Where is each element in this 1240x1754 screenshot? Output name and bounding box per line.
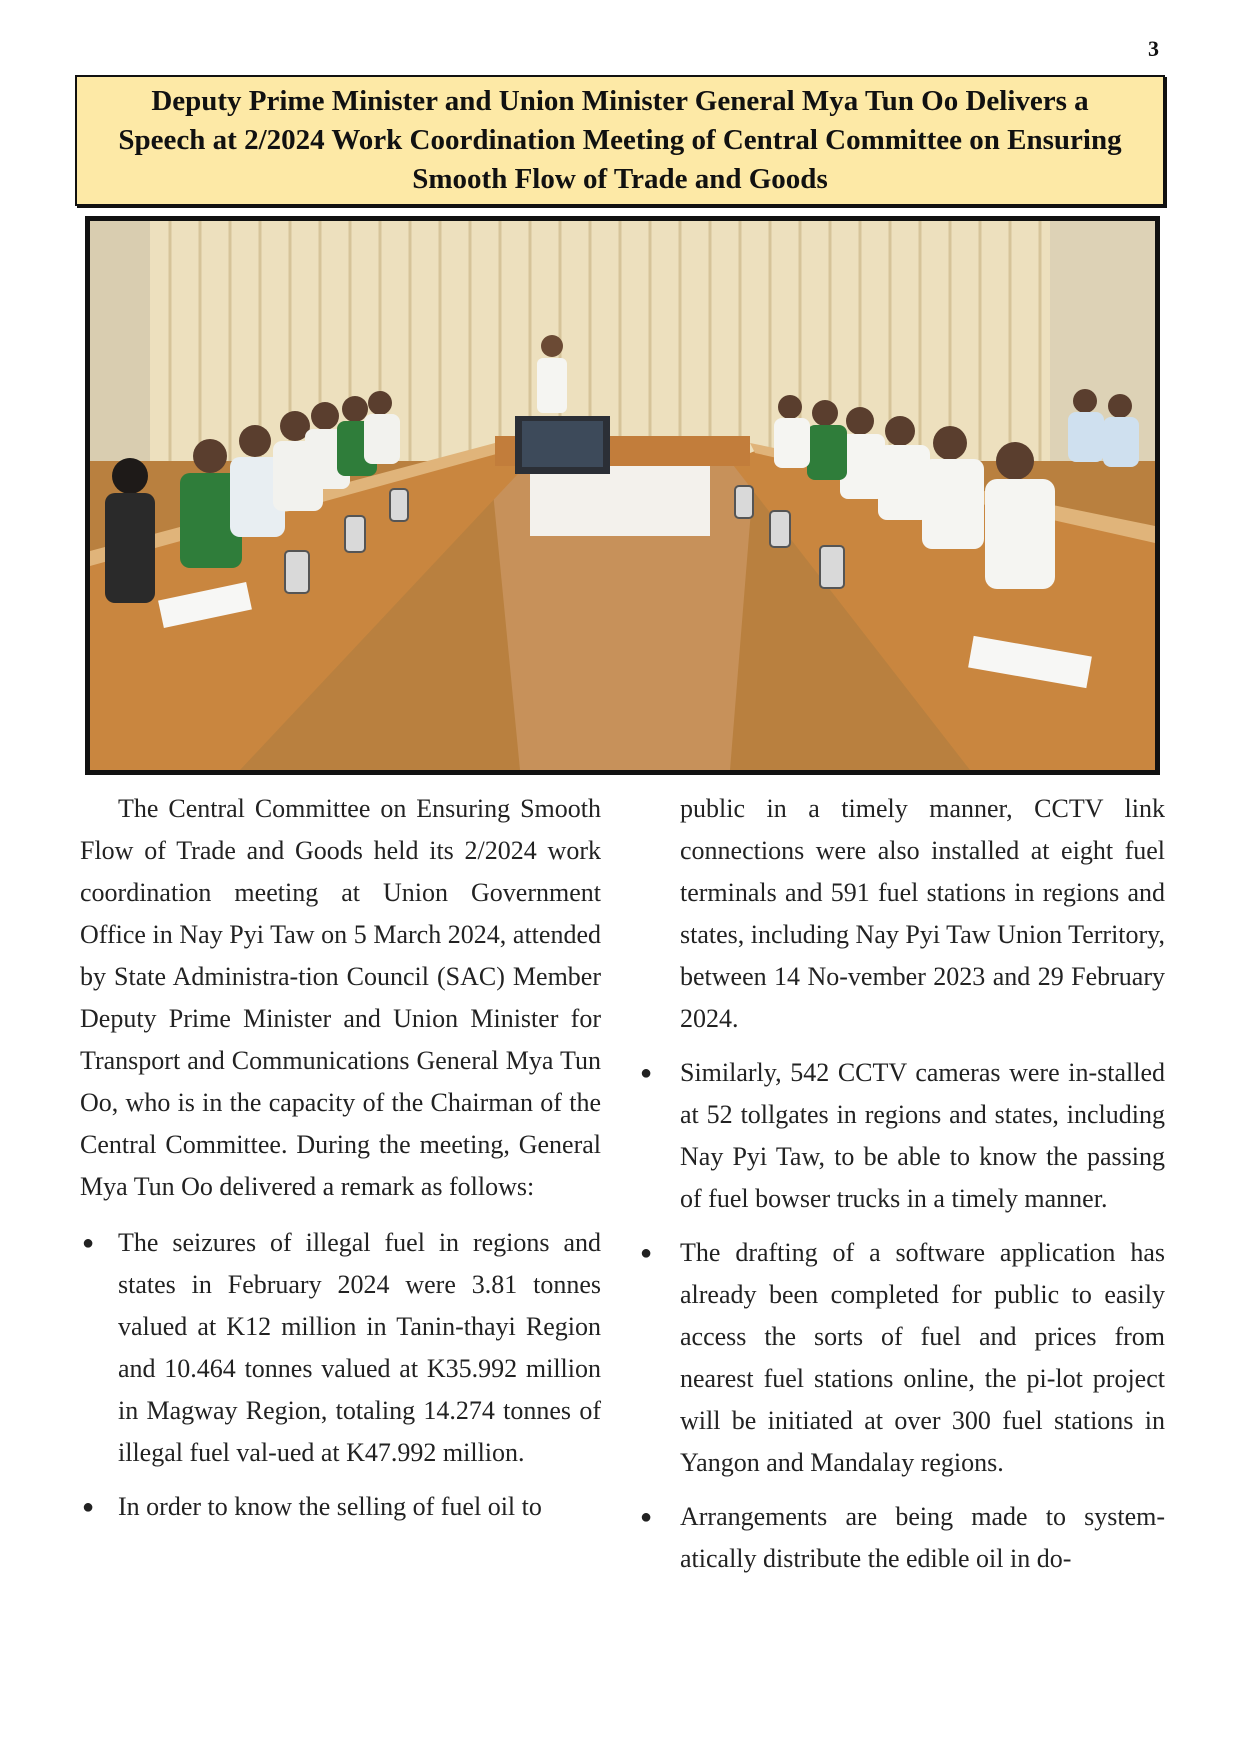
- bullet-icon: ●: [640, 1242, 653, 1264]
- list-item: [80, 1222, 601, 1474]
- bullet-icon: ●: [82, 1496, 95, 1518]
- list-item: [640, 1232, 1165, 1484]
- right-column: [640, 788, 1165, 1592]
- bullet-continuation: public in a timely manner, CCTV link connections were also installed at eight fuel terminals and 591 fuel stations in regions and states, including Nay Pyi Taw Union Territory, between 14 No-vember 2023 and 29 February 2024.: [680, 794, 1165, 1033]
- bullet-icon: ●: [82, 1232, 95, 1254]
- meeting-photo-illustration: [90, 221, 1155, 770]
- bullet-text: The seizures of illegal fuel in regions and states in February 2024 were 3.81 tonnes valued at K12 million in Tanin-thayi Region and 10.464 tonnes valued at K35.992 million in Magway Region, totaling 14.274 tonnes of illegal fuel val-ued at K47.992 million.: [118, 1228, 601, 1467]
- bullet-text: The drafting of a software application has already been completed for public to easily access the sorts of fuel and prices from nearest fuel stations online, the pi-lot project will be initiated at over 300 fuel stations in Yangon and Mandalay regions.: [680, 1238, 1165, 1477]
- list-item: [640, 1052, 1165, 1220]
- bullet-text: Arrangements are being made to system-atically distribute the edible oil in do-: [680, 1502, 1165, 1573]
- article-intro: The Central Committee on Ensuring Smooth Flow of Trade and Goods held its 2/2024 work coordination meeting at Union Government Office in Nay Pyi Taw on 5 March 2024, attended by State Administra-tion Council (SAC) Member Deputy Prime Minister and Union Minister for Transport and Communications General Mya Tun Oo, who is in the capacity of the Chairman of the Central Committee. During the meeting, General Mya Tun Oo delivered a remark as follows:: [80, 794, 601, 1201]
- meeting-photo: [85, 216, 1160, 775]
- bullet-list-left: [80, 1222, 601, 1528]
- bullet-text: Similarly, 542 CCTV cameras were in-stalled at 52 tollgates in regions and states, including Nay Pyi Taw, to be able to know the passing of fuel bowser trucks in a timely manner.: [680, 1058, 1165, 1213]
- headline-box: [75, 75, 1165, 206]
- list-item: [80, 1486, 601, 1528]
- page-number: 3: [1148, 36, 1159, 61]
- bullet-icon: ●: [640, 1506, 653, 1528]
- bullet-list-right: [640, 1052, 1165, 1580]
- bullet-icon: ●: [640, 1062, 653, 1084]
- headline: Deputy Prime Minister and Union Minister General Mya Tun Oo Delivers a Speech at 2/2024 Work Coordination Meeting of Central Committee on Ensuring Smooth Flow of Trade and Goods: [118, 85, 1122, 195]
- list-item: [640, 1496, 1165, 1580]
- left-column: [80, 788, 601, 1540]
- bullet-text: In order to know the selling of fuel oil to: [118, 1492, 542, 1521]
